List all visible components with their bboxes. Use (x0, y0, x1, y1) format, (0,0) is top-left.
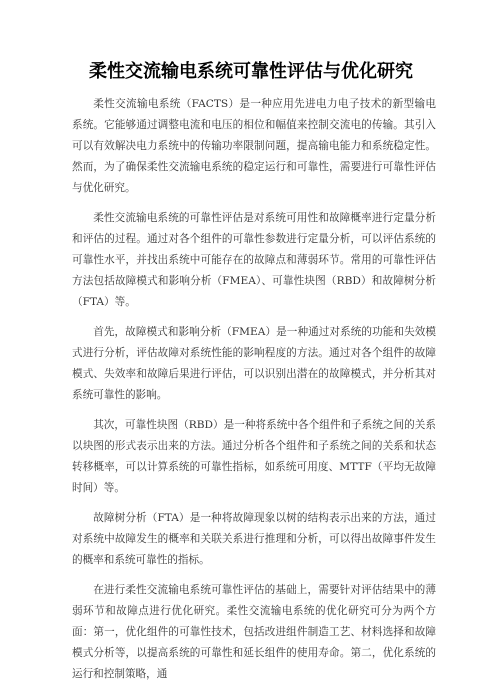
paragraph-3: 首先，故障模式和影响分析（FMEA）是一种通过对系统的功能和失效模式进行分析，评估故障对系统性能的影响程度的方法。通过对各个组件的故障模式、失效率和故障后果进行评估，可以识别出潜在的故障模式，并分析其对系统可靠性的影响。 (72, 326, 436, 401)
document-title: 柔性交流输电系统可靠性评估与优化研究 (89, 61, 413, 82)
paragraph-4: 其次，可靠性块图（RBD）是一种将系统中各个组件和子系统之间的关系以块图的形式表示出来的方法。通过分析各个组件和子系统之间的关系和状态转移概率，可以计算系统的可靠性指标，如系统可用度、MTTF（平均无故障时间）等。 (72, 419, 436, 494)
paragraph-2: 柔性交流输电系统的可靠性评估是对系统可用性和故障概率进行定量分析和评估的过程。通过对各个组件的可靠性参数进行定量分析，可以评估系统的可靠性水平，并找出系统中可能存在的故障点和薄弱环节。常用的可靠性评估方法包括故障模式和影响分析（FMEA）、可靠性块图（RBD）和故障树分析（FTA）等。 (72, 212, 436, 308)
document-body (72, 94, 436, 694)
paragraph-5: 故障树分析（FTA）是一种将故障现象以树的结构表示出来的方法，通过对系统中故障发生的概率和关联关系进行推理和分析，可以得出故障事件发生的概率和系统可靠性的指标。 (72, 512, 436, 566)
paragraph-1: 柔性交流输电系统（FACTS）是一种应用先进电力电子技术的新型输电系统。它能够通过调整电流和电压的相位和幅值来控制交流电的传输。其引入可以有效解决电力系统中的传输功率限制问题，提高输电能力和系统稳定性。然而，为了确保柔性交流输电系统的稳定运行和可靠性，需要进行可靠性评估与优化研究。 (72, 98, 436, 194)
paragraph-6: 在进行柔性交流输电系统可靠性评估的基础上，需要针对评估结果中的薄弱环节和故障点进行优化研究。柔性交流输电系统的优化研究可分为两个方面：第一，优化组件的可靠性技术，包括改进组件制造工艺、材料选择和故障模式分析等，以提高系统的可靠性和延长组件的使用寿命。第二，优化系统的运行和控制策略，通 (72, 584, 436, 680)
